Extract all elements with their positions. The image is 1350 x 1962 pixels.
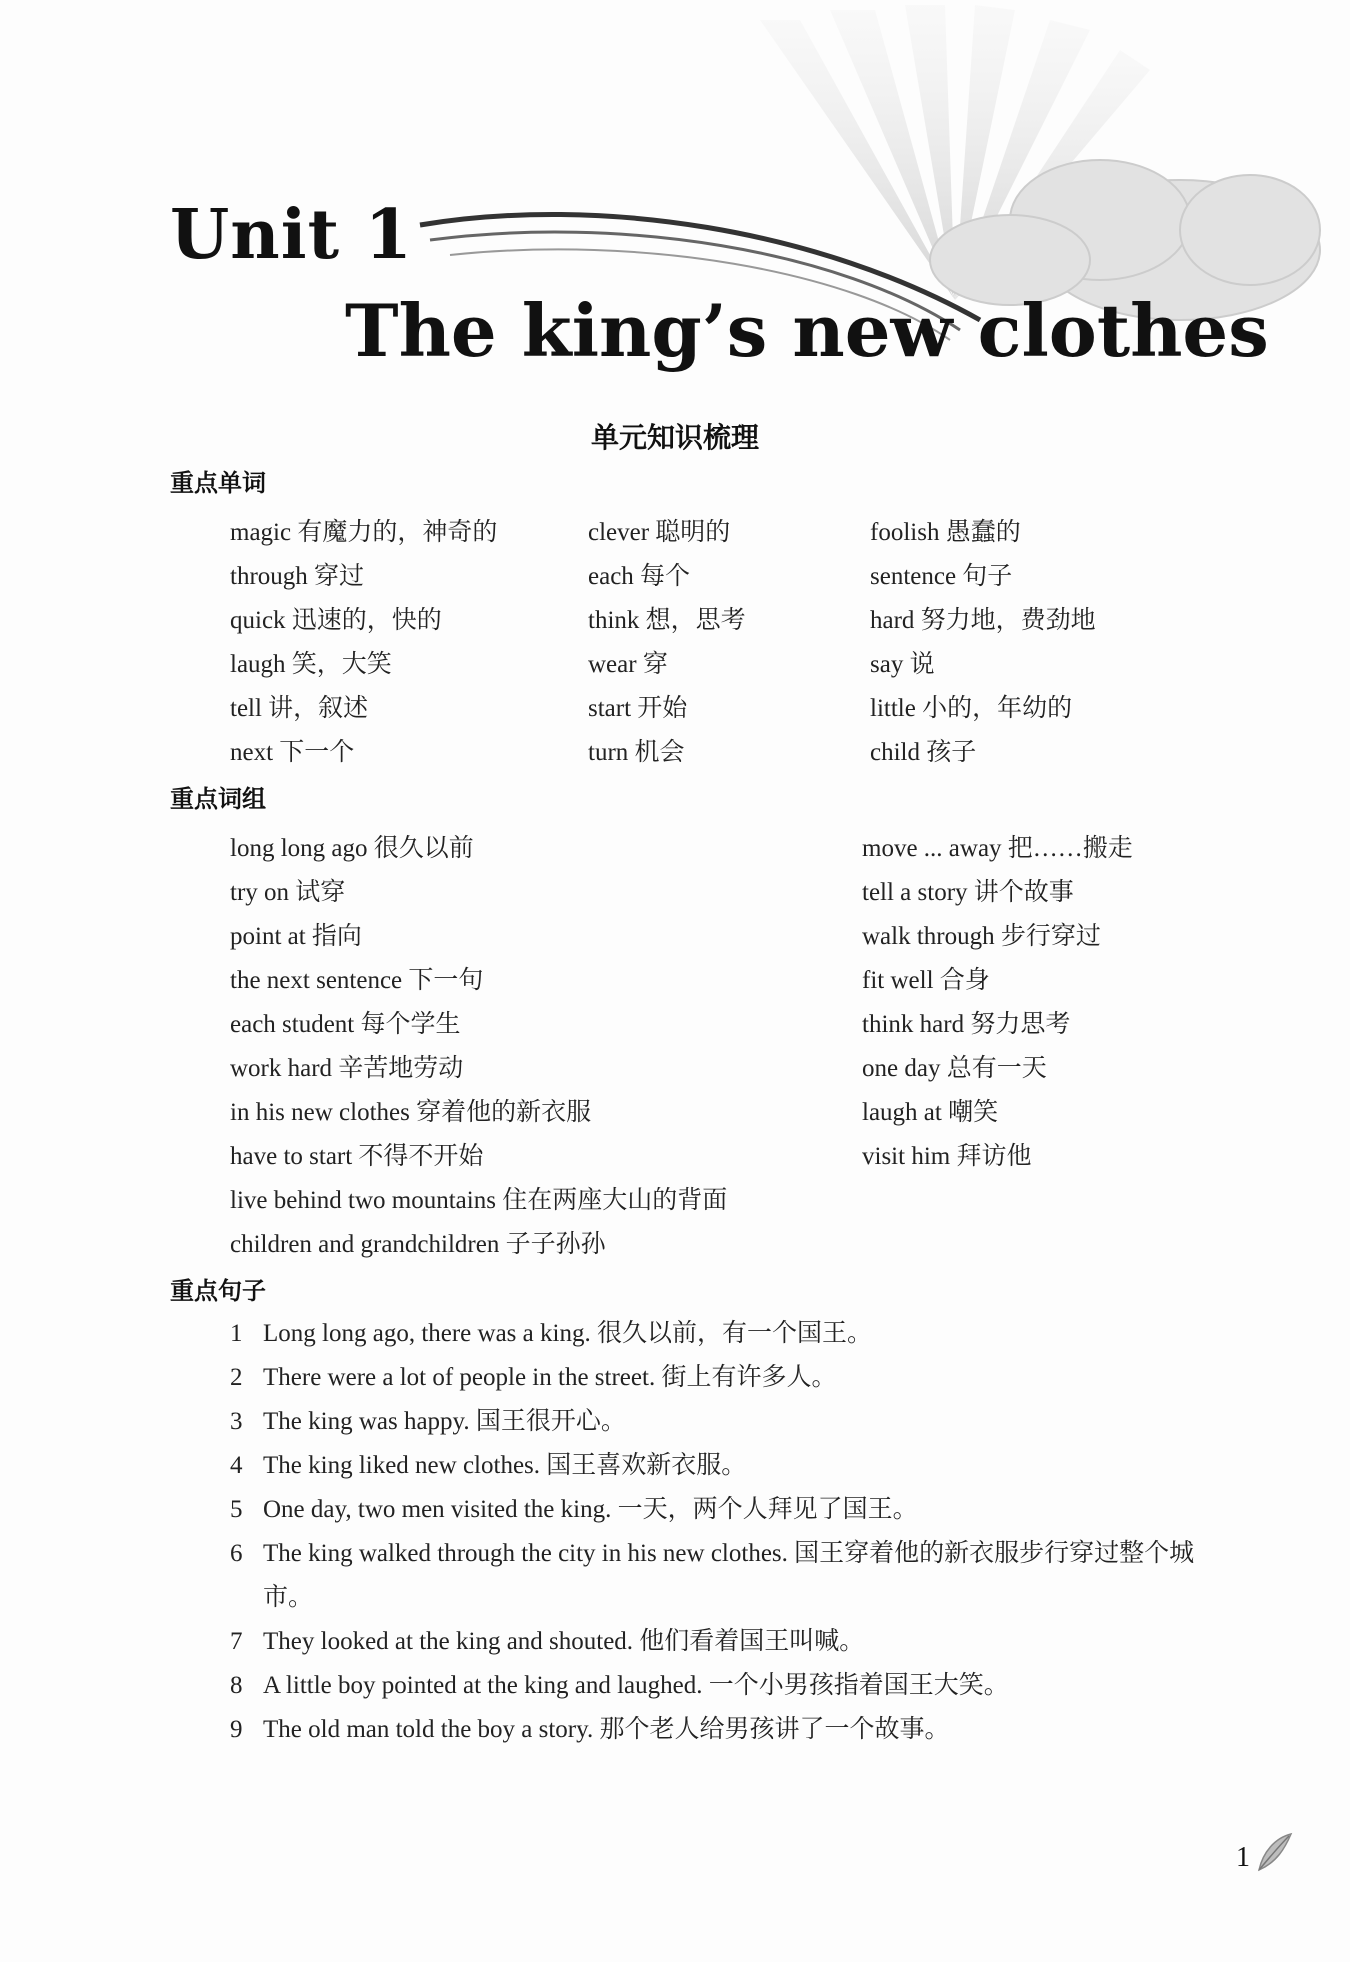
sentence-number: 8 [230,1672,243,1699]
leaf-icon [1255,1830,1295,1874]
page-title: The king’s new clothes [345,288,1269,373]
word-item: quick 迅速的，快的 [230,607,442,634]
phrase-item: move ... away 把……搬走 [862,835,1133,862]
word-item: foolish 愚蠢的 [870,519,1021,546]
word-item: magic 有魔力的，神奇的 [230,519,498,546]
sentence-text: There were a lot of people in the street. 街上有许多人。 [263,1364,837,1391]
phrase-item: point at 指向 [230,923,362,950]
phrase-item: children and grandchildren 子子孙孙 [230,1231,606,1258]
section-title: 单元知识梳理 [590,421,759,454]
word-item: wear 穿 [588,651,668,678]
sentence-text: The king walked through the city in his new clothes. 国王穿着他的新衣服步行穿过整个城市。 [263,1540,1195,1611]
word-item: tell 讲，叙述 [230,695,369,722]
phrases-heading: 重点词组 [170,785,266,813]
sentence-text: A little boy pointed at the king and laughed. 一个小男孩指着国王大笑。 [263,1672,1009,1699]
word-item: child 孩子 [870,739,977,766]
word-item: little 小的，年幼的 [870,695,1073,722]
sentence-number: 4 [230,1452,243,1479]
sentence-number: 3 [230,1408,243,1435]
phrase-item: walk through 步行穿过 [862,923,1101,950]
sentence-number: 6 [230,1540,243,1567]
word-item: start 开始 [588,695,688,722]
phrase-item: try on 试穿 [230,879,346,906]
sentence-text: Long long ago, there was a king. 很久以前，有一个国王。 [263,1320,872,1347]
sentence-text: One day, two men visited the king. 一天，两个人拜见了国王。 [263,1496,918,1523]
word-item: turn 机会 [588,739,685,766]
phrase-item: work hard 辛苦地劳动 [230,1055,464,1082]
word-item: hard 努力地，费劲地 [870,607,1096,634]
phrase-item: fit well 合身 [862,967,990,994]
words-heading: 重点单词 [170,469,266,497]
page-number: 1 [1236,1842,1250,1873]
word-item: sentence 句子 [870,563,1013,590]
phrase-item: tell a story 讲个故事 [862,879,1074,906]
word-item: clever 聪明的 [588,519,731,546]
phrase-item: long long ago 很久以前 [230,835,474,862]
sentence-text: The king was happy. 国王很开心。 [263,1408,626,1435]
sentence-number: 9 [230,1716,243,1743]
word-item: next 下一个 [230,739,355,766]
sentence-number: 5 [230,1496,243,1523]
sentence-number: 7 [230,1628,243,1655]
word-item: through 穿过 [230,563,365,590]
phrase-item: live behind two mountains 住在两座大山的背面 [230,1187,728,1214]
phrase-item: one day 总有一天 [862,1055,1047,1082]
word-item: each 每个 [588,563,691,590]
unit-label: Unit 1 [170,195,413,275]
phrase-item: laugh at 嘲笑 [862,1099,999,1126]
phrase-item: think hard 努力思考 [862,1011,1071,1038]
sentence-text: The king liked new clothes. 国王喜欢新衣服。 [263,1452,747,1479]
sentence-number: 2 [230,1364,243,1391]
phrase-item: in his new clothes 穿着他的新衣服 [230,1099,592,1126]
word-item: say 说 [870,651,935,678]
sentence-text: They looked at the king and shouted. 他们看着国王叫喊。 [263,1628,865,1655]
word-item: laugh 笑，大笑 [230,651,392,678]
phrase-item: visit him 拜访他 [862,1143,1032,1170]
word-item: think 想，思考 [588,607,746,634]
sentence-text: The old man told the boy a story. 那个老人给男孩讲了一个故事。 [263,1716,950,1743]
sentences-heading: 重点句子 [170,1277,266,1305]
sentence-number: 1 [230,1320,243,1347]
phrase-item: have to start 不得不开始 [230,1143,484,1170]
phrase-item: the next sentence 下一句 [230,967,484,994]
phrase-item: each student 每个学生 [230,1011,461,1038]
